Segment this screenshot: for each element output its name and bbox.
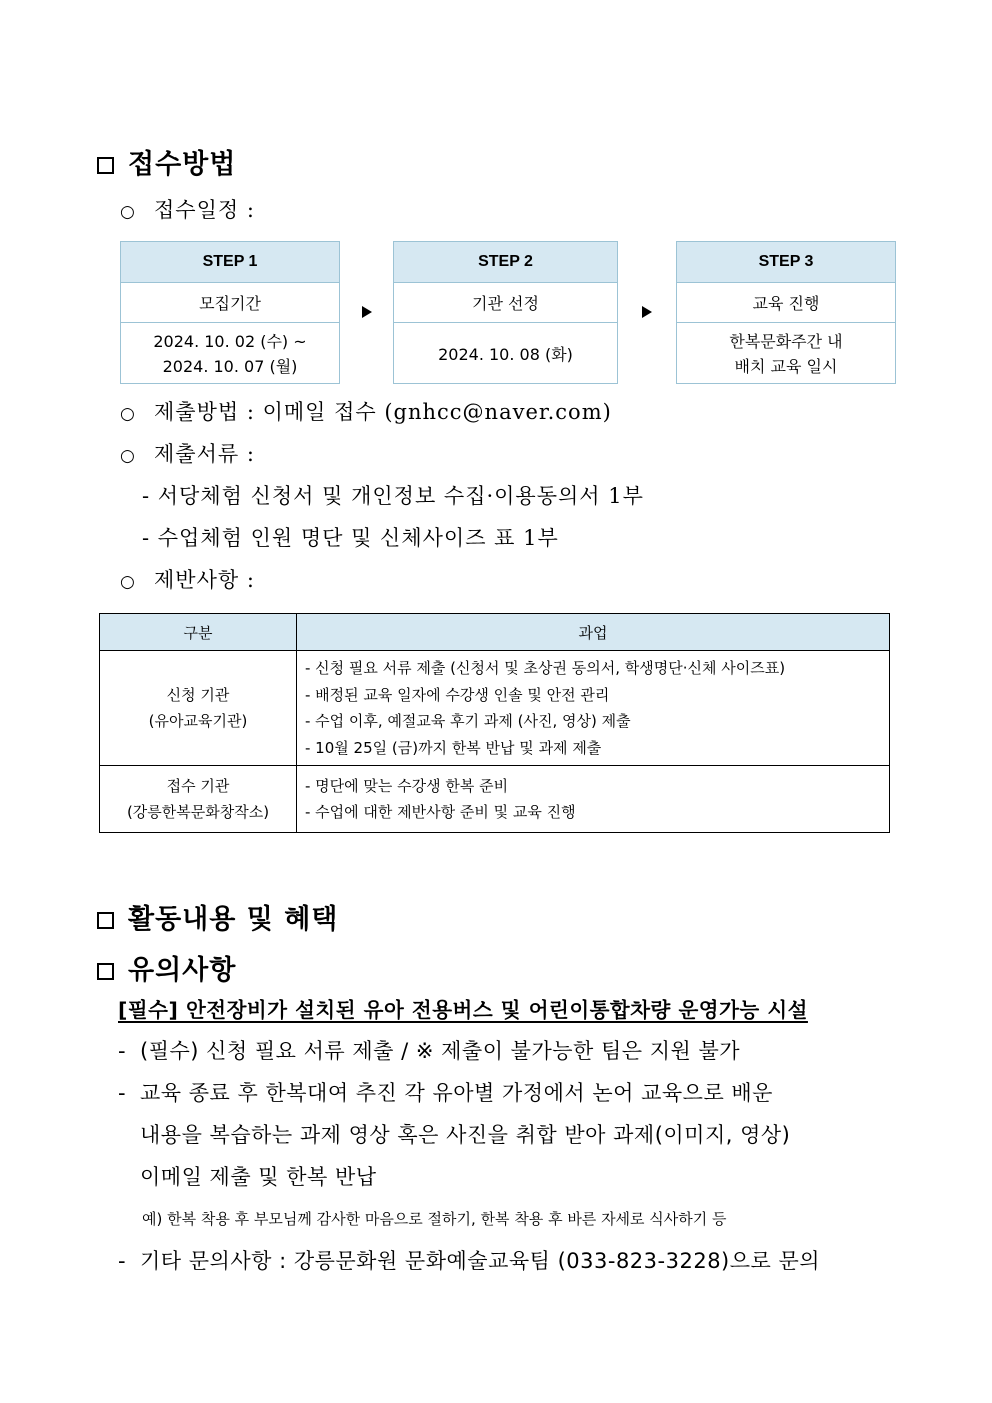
doc-item-1: - 서당체험 신청서 및 개인정보 수집·이용동의서 1부 <box>142 484 644 508</box>
step-2-box <box>393 241 618 384</box>
list-item: - 10월 25일 (금)까지 한복 반납 및 과제 제출 <box>305 738 602 757</box>
checkbox-square-icon <box>97 963 114 980</box>
step-2-name: 기관 선정 <box>394 283 617 323</box>
table-header-row <box>100 614 890 651</box>
circle-bullet-icon: ○ <box>120 572 136 592</box>
circle-bullet-icon: ○ <box>120 446 136 466</box>
submit-method: ○ 제출방법 : 이메일 접수 (gnhcc@naver.com) <box>120 400 612 424</box>
row-receiver-tasks <box>297 766 890 833</box>
step-1-name: 모집기간 <box>121 283 339 323</box>
row-name-line2: (강릉한복문화창작소) <box>126 803 270 821</box>
arrow-right-icon <box>642 306 652 318</box>
section-title-activities: 활동내용 및 혜택 <box>97 897 338 936</box>
tasks-table <box>99 613 890 833</box>
circle-bullet-icon: ○ <box>120 202 136 222</box>
list-item: - 수업에 대한 제반사항 준비 및 교육 진행 <box>305 803 576 821</box>
row-applicant-tasks <box>297 651 890 766</box>
step-1-box <box>120 241 340 384</box>
row-name-line1: 접수 기관 <box>166 777 230 795</box>
example-note: 예) 한복 착용 후 부모님께 감사한 마음으로 절하기, 한복 착용 후 바른 자세로 식사하기 등 <box>142 1210 727 1228</box>
circle-bullet-icon: ○ <box>120 404 136 424</box>
arrow-right-icon <box>362 306 372 318</box>
table-header-category: 구분 <box>100 614 297 651</box>
list-item: - 신청 필요 서류 제출 (신청서 및 초상권 동의서, 학생명단·신체 사이즈표) <box>305 659 786 677</box>
step-1-date-line1: 2024. 10. 02 (수) ~ <box>153 332 307 351</box>
step-2-date <box>394 323 617 385</box>
schedule-label: ○ 접수일정 : <box>120 198 255 222</box>
note-item-2-line2: 내용을 복습하는 과제 영상 혹은 사진을 취합 받아 과제(이미지, 영상) <box>140 1123 791 1147</box>
general-label: ○ 제반사항 : <box>120 568 255 592</box>
list-item: - 수업 이후, 예절교육 후기 과제 (사진, 영상) 제출 <box>305 712 631 730</box>
note-item-3: - 기타 문의사항 : 강릉문화원 문화예술교육팀 (033-823-3228)으로 문의 <box>118 1249 821 1273</box>
step-1-date-line2: 2024. 10. 07 (월) <box>162 357 298 376</box>
checkbox-square-icon <box>97 157 114 174</box>
row-name-line1: 신청 기관 <box>166 686 230 704</box>
row-applicant-name <box>100 651 297 766</box>
row-receiver-name <box>100 766 297 833</box>
table-header-task: 과업 <box>297 614 890 651</box>
table-row <box>100 651 890 766</box>
list-item: - 명단에 맞는 수강생 한복 준비 <box>305 776 509 795</box>
row-name-line2: (유아교육기관) <box>148 712 248 730</box>
table-row <box>100 766 890 833</box>
section-title-application: 접수방법 <box>97 142 236 181</box>
section-title-notes: 유의사항 <box>97 948 236 987</box>
docs-label: ○ 제출서류 : <box>120 442 255 466</box>
note-item-1: - (필수) 신청 필요 서류 제출 / ※ 제출이 불가능한 팀은 지원 불가 <box>118 1039 741 1063</box>
step-3-date <box>677 323 895 385</box>
step-2-date-line1: 2024. 10. 08 (화) <box>438 344 573 364</box>
required-notice: [필수] 안전장비가 설치된 유아 전용버스 및 어린이통합차량 운영가능 시설 <box>118 998 808 1022</box>
step-3-head: STEP 3 <box>677 242 895 283</box>
step-3-date-line1: 한복문화주간 내 <box>729 332 843 351</box>
step-3-date-line2: 배치 교육 일시 <box>734 357 838 376</box>
checkbox-square-icon <box>97 912 114 929</box>
step-1-head: STEP 1 <box>121 242 339 283</box>
step-3-name: 교육 진행 <box>677 283 895 323</box>
note-item-2-line3: 이메일 제출 및 한복 반납 <box>140 1165 377 1189</box>
step-1-date <box>121 323 339 385</box>
doc-item-2: - 수업체험 인원 명단 및 신체사이즈 표 1부 <box>142 526 559 550</box>
note-item-2: - 교육 종료 후 한복대여 추진 각 유아별 가정에서 논어 교육으로 배운 <box>118 1081 773 1105</box>
list-item: - 배정된 교육 일자에 수강생 인솔 및 안전 관리 <box>305 685 610 704</box>
step-3-box <box>676 241 896 384</box>
step-2-head: STEP 2 <box>394 242 617 283</box>
